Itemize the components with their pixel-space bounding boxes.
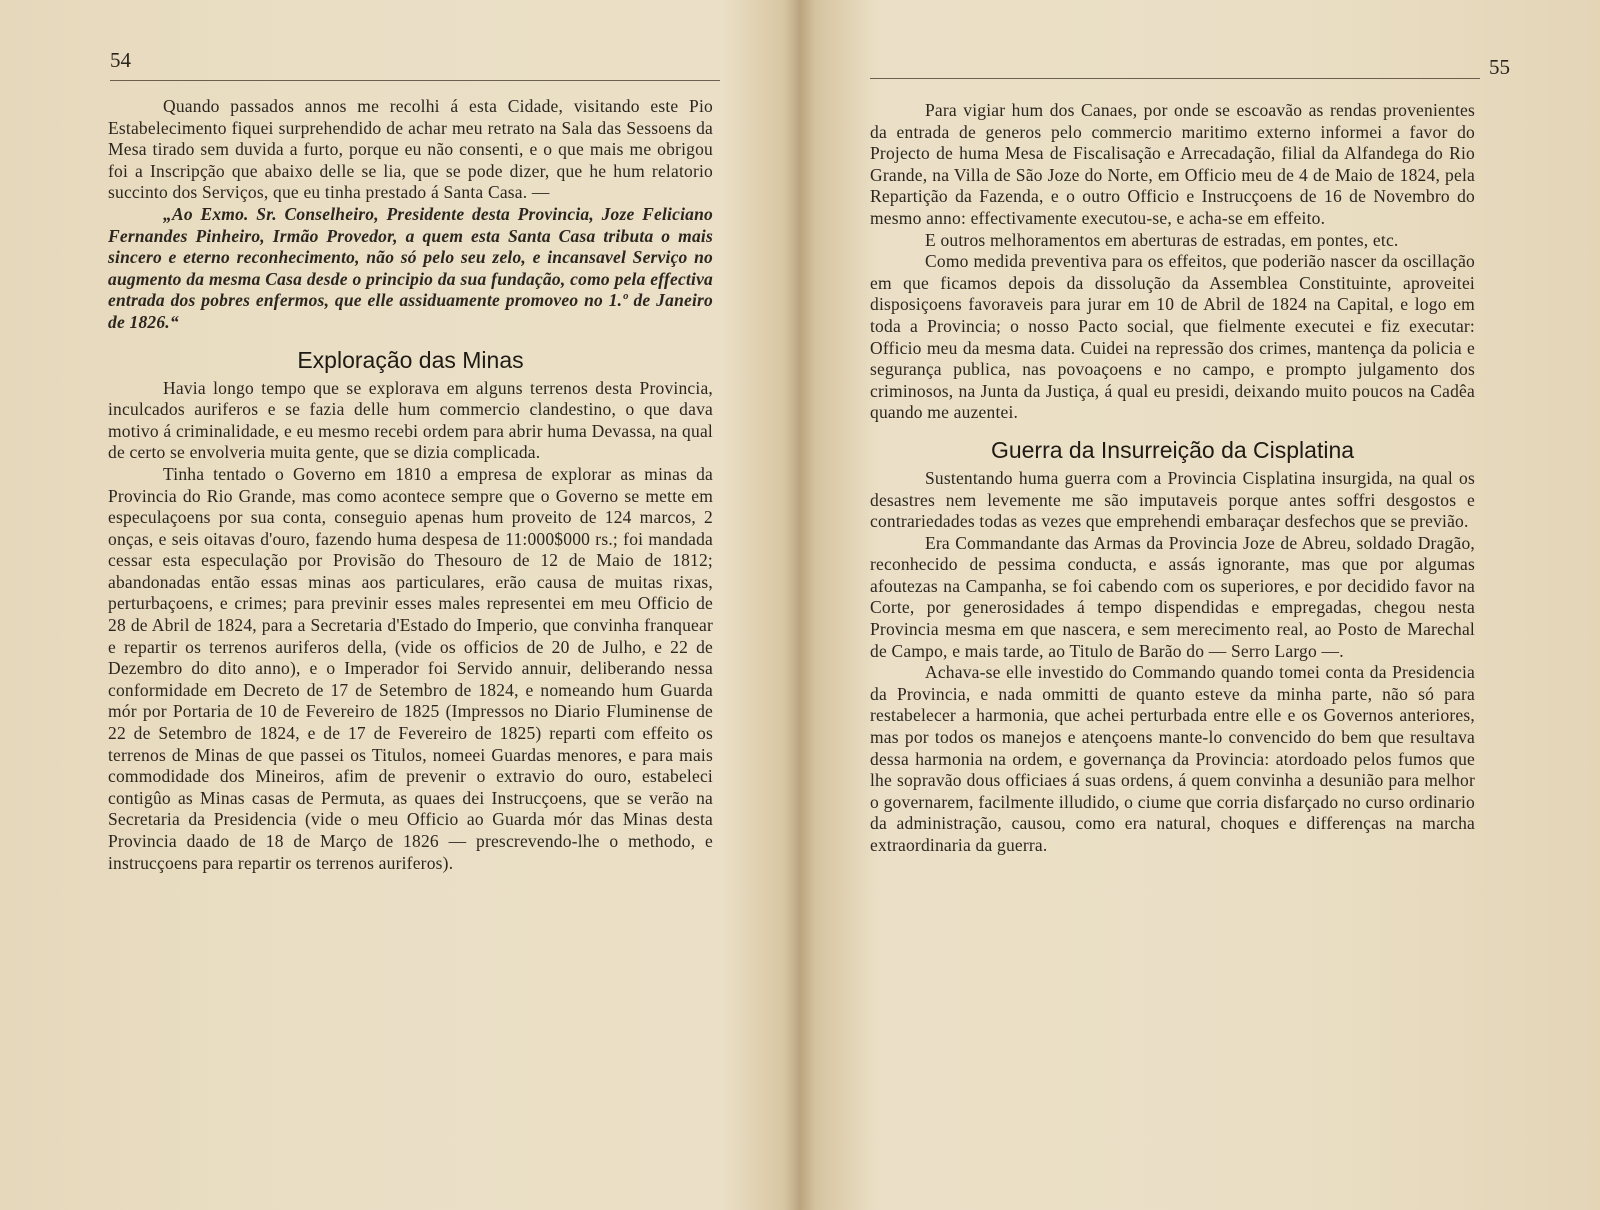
paragraph: E outros melhoramentos em aberturas de estradas, em pontes, etc.	[925, 229, 1399, 250]
header-rule	[110, 80, 720, 81]
page-body	[870, 100, 1475, 857]
page-number: 54	[110, 48, 131, 72]
right-page	[870, 0, 1510, 1210]
left-page	[100, 0, 730, 1210]
paragraph: Como medida preventiva para os effeitos, que poderião nascer da oscillação em que ficamos depois da dissolução da Assemblea Constituinte, aproveitei disposiçoens favoraveis para jurar em 10 de Abril de 1824 na Capital, e logo em toda a Provincia; o nosso Pacto social, que fielmente executei e fiz executar: Officio meu da mesma data. Cuidei na repressão dos crimes, mantença da policia e segurança publica, nas povoaçoens e no campo, e prompto julgamento dos criminosos, na Junta da Justiça, á qual eu presidi, deixando muito poucos na Cadêa quando me auzentei.	[870, 251, 1475, 423]
paragraph: Era Commandante das Armas da Provincia Joze de Abreu, soldado Dragão, reconhecido de pessima conducta, e assás ignorante, mas que por algumas afoutezas na Campanha, se foi cabendo com os superiores, e por decidido favor na Corte, por generosidades á tempo dispendidas e empregadas, chegou nesta Provincia mesma em que nascera, e sem merecimento real, ao Posto de Marechal de Campo, e mais tarde, ao Titulo de Barão do — Serro Largo —.	[870, 532, 1475, 661]
section-heading: Exploração das Minas	[297, 346, 524, 373]
paragraph: Havia longo tempo que se explorava em alguns terrenos desta Provincia, inculcados auriferos e se fazia delle hum commercio clandestino, o que dava motivo á criminalidade, e eu mesmo recebi ordem para abrir huma Devassa, na qual de certo se envolveria muita gente, que se dizia complicada.	[108, 377, 713, 463]
header-rule	[870, 78, 1480, 79]
paragraph: Achava-se elle investido do Commando quando tomei conta da Presidencia da Provincia, e nada ommitti de quanto esteve da minha parte, não só para restabelecer a harmonia, que achei perturbada entre elle e os Governos anteriores, mas por todos os manejos e atençoens mante-lo convencido do bem que resultava dessa harmonia na ordem, e governança da Provincia: atordoado pelos fumos que lhe sopravão dous officiaes á suas ordens, á quem convinha a desunião para melhor o governarem, facilmente illudido, o ciume que corria disfarçado no curso ordinario da administração, causou, como era natural, choques e differenças na marcha extraordinaria da guerra.	[870, 662, 1475, 855]
page-number: 55	[1489, 55, 1510, 79]
paragraph: Para vigiar hum dos Canaes, por onde se escoavão as rendas provenientes da entrada de generos pelo commercio maritimo externo informei a favor do Projecto de huma Mesa de Fiscalisação e Arrecadação, filial da Alfandega do Rio Grande, na Villa de São Joze do Norte, em Officio meu de 4 de Maio de 1824, pela Repartição da Fazenda, e o outro Officio e Instrucçoens de 16 de Novembro do mesmo anno: effectivamente executou-se, e acha-se em effeito.	[870, 100, 1475, 228]
paragraph: Tinha tentado o Governo em 1810 a empresa de explorar as minas da Provincia do Rio Grande, mas como acontece sempre que o Governo se mette em especulaçoens por sua conta, conseguio apenas hum proveito de 124 marcos, 2 onças, e seis oitavas d'ouro, fazendo huma despesa de 11:000$000 rs.; foi mandada cessar esta especulação por Provisão do Thesouro de 12 de Maio de 1812; abandonadas então essas minas aos particulares, erão causa de muitas rixas, perturbaçoens, e crimes; para previnir esses males representei em meu Officio de 28 de Abril de 1824, para a Secretaria d'Estado do Imperio, que convinha franquear e repartir os terrenos auriferos della, (vide os officios de 20 de Julho, e 22 de Dezembro do dito anno), e o Imperador foi Servido annuir, deliberando nessa conformidade em Decreto de 17 de Setembro de 1824, e nomeando hum Guarda mór por Portaria de 10 de Fevereiro de 1825 (Impressos no Diario Fluminense de 22 de Setembro de 1824, e de 17 de Fevereiro de 1825) reparti com effeito os terrenos de Minas de que passei os Titulos, nomeei Guardas menores, e para mais commodidade dos Mineiros, afim de prevenir o extravio do ouro, estabeleci contigûo as Minas casas de Permuta, as quaes dei Instrucçoens, que se verão na Secretaria da Presidencia (vide o meu Officio ao Guarda mór das Minas desta Provincia daado de 18 de Março de 1826 — prescrevendo-lhe o methodo, e instrucçoens para repartir os terrenos auriferos).	[108, 463, 713, 873]
paragraph: Quando passados annos me recolhi á esta Cidade, visitando este Pio Estabelecimento fiquei surprehendido de achar meu retrato na Sala das Sessoens da Mesa tirado sem duvida a furto, porque eu não consenti, e o que mais me obrigou foi a Inscripção que abaixo delle se lia, que se pode dizer, que he hum relatorio succinto dos Serviços, que eu tinha prestado á Santa Casa. —	[108, 96, 713, 203]
inscription-quote: „Ao Exmo. Sr. Conselheiro, Presidente desta Provincia, Joze Feliciano Fernandes Pinheiro, Irmão Provedor, a quem esta Santa Casa tributa o mais sincero e eterno reconhecimento, não só pelo seu zelo, e incansavel Serviço no augmento da mesma Casa desde o principio da sua fundação, como pela effectiva entrada dos pobres enfermos, que elle assiduamente promoveo no 1.º de Janeiro de 1826.“	[108, 203, 713, 332]
paragraph: Sustentando huma guerra com a Provincia Cisplatina insurgida, na qual os desastres nem levemente me são imputaveis porque antes soffri desgostos e contrariedades todas as vezes que emprehendi embaraçar desfechos que se previão.	[870, 467, 1475, 532]
section-heading: Guerra da Insurreição da Cisplatina	[990, 436, 1355, 463]
page-body	[108, 96, 713, 874]
